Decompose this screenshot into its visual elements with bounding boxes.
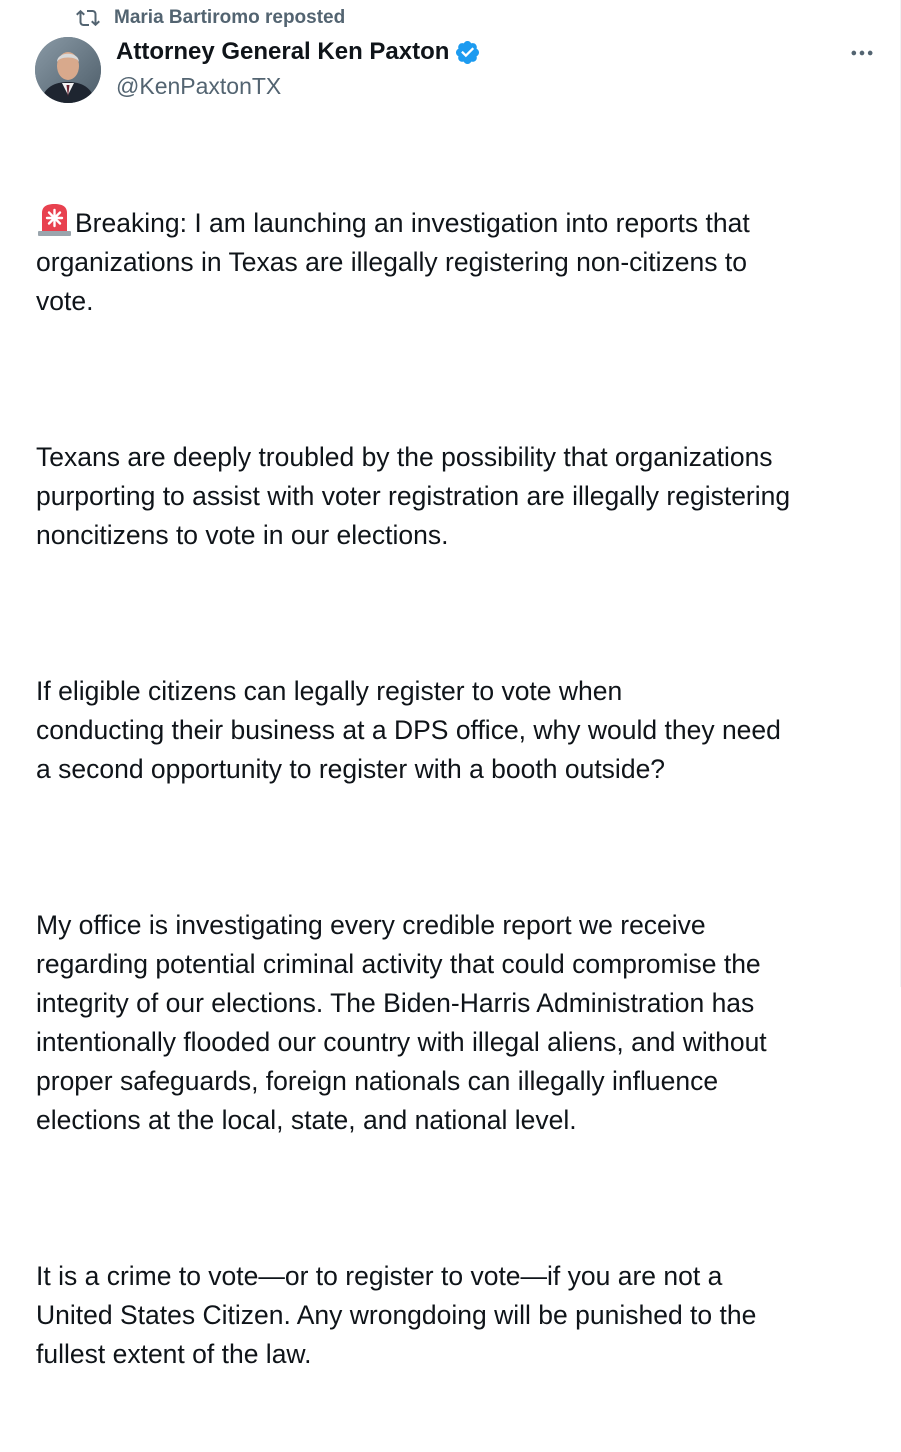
tweet-text (36, 125, 896, 1452)
author-avatar[interactable] (35, 37, 101, 103)
tweet-paragraph-2: Texans are deeply troubled by the possibility that organizations purporting to assist with voter registration are illegally registering noncitizens to vote in our elections. (36, 442, 791, 550)
more-options-icon (848, 39, 876, 67)
author-name[interactable] (116, 38, 481, 66)
tweet-paragraph-3: If eligible citizens can legally register to vote when conducting their business at a DPS office, why would they need a second opportunity to register with a booth outside? (36, 676, 781, 784)
tweet-paragraph-1 (36, 203, 896, 321)
tweet-paragraph-1-text: Breaking: I am launching an investigation into reports that organizations in Texas are illegally registering non-citizens to vote. (36, 208, 750, 316)
author-name-text: Attorney General Ken Paxton (116, 38, 450, 65)
verified-badge-icon (454, 39, 481, 66)
author-handle[interactable]: @KenPaxtonTX (116, 73, 282, 99)
repost-icon (76, 6, 100, 30)
repost-indicator[interactable] (76, 6, 345, 30)
tweet-paragraph-4: My office is investigating every credible report we receive regarding potential criminal activity that could compromise the integrity of our elections. The Biden-Harris Administration has intentionally flooded our country with illegal aliens, and without proper safeguards, foreign nationals can illegally influence elections at the local, state, and national level. (36, 910, 767, 1135)
repost-label: Maria Bartiromo reposted (114, 7, 346, 28)
avatar-image (35, 37, 101, 103)
police-siren-icon (36, 203, 73, 236)
more-options-button[interactable] (842, 38, 882, 68)
tweet-paragraph-5: It is a crime to vote—or to register to vote—if you are not a United States Citizen. Any wrongdoing will be punished to the fullest extent of the law. (36, 1261, 757, 1369)
